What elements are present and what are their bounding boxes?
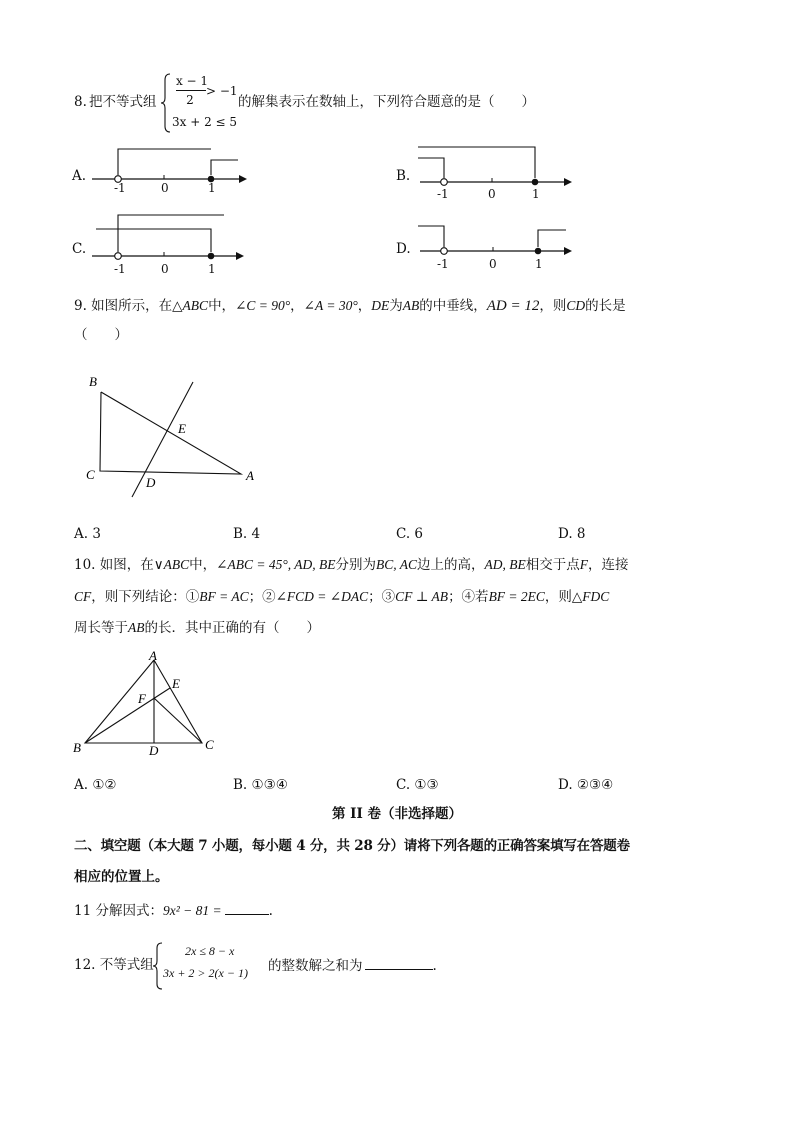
q9-label-e: E xyxy=(178,421,186,436)
q10-stem-line3: 周长等于AB的长．其中正确的有（ ） xyxy=(74,620,320,636)
q8-c-tick-0: 0 xyxy=(161,262,169,276)
q8-option-a-label: A. xyxy=(72,168,87,184)
section-header-line1: 二、填空题（本大题 7 小题，每小题 4 分，共 28 分）请将下列各题的正确答案填写在答题卷 xyxy=(74,838,630,854)
q9-choice-b: B. 4 xyxy=(233,526,261,542)
q9-choice-c: C. 6 xyxy=(396,526,424,542)
q10-choice-c: C. ①③ xyxy=(396,777,439,793)
q9-label-d: D xyxy=(146,475,156,490)
q8-ineq1-rhs: > −1 xyxy=(206,84,238,98)
q10-figure xyxy=(68,645,228,760)
q8-b-tick-1: 1 xyxy=(532,187,540,201)
q8-b-tick-0: 0 xyxy=(488,187,496,201)
q8-ineq1-den: 2 xyxy=(186,93,194,107)
q10-choice-a: A. ①② xyxy=(74,777,117,793)
q10-label-a: A xyxy=(149,648,157,663)
q8-brace xyxy=(160,72,172,134)
q12-answer-blank[interactable] xyxy=(365,956,433,970)
q9-choice-a: A. 3 xyxy=(74,526,101,542)
q11-answer-blank[interactable] xyxy=(225,901,269,915)
q9-stem-line1: 9. 如图所示，在△ABC中，∠C = 90°，∠A = 30°，DE为AB的中垂线，AD = 12，则CD的长是 xyxy=(74,298,626,314)
q10-label-c: C xyxy=(205,737,214,752)
q10-choice-d: D. ②③④ xyxy=(558,777,614,793)
q12-pre: 12. 不等式组 xyxy=(74,957,154,973)
q8-b-tick-m1: -1 xyxy=(437,187,449,201)
q8-d-tick-1: 1 xyxy=(535,257,543,271)
q9-choice-d: D. 8 xyxy=(558,526,586,542)
q9-figure xyxy=(80,370,270,505)
q8-option-c-numberline xyxy=(90,210,250,264)
q8-d-tick-m1: -1 xyxy=(437,257,449,271)
section-header-line2: 相应的位置上。 xyxy=(74,869,169,885)
q11-line: 11 分解因式：9x² − 81 = . xyxy=(74,903,273,919)
q8-option-b-numberline xyxy=(414,140,579,192)
q8-a-tick-1: 1 xyxy=(208,181,216,195)
q12-ineq2: 3x + 2 > 2(x − 1) xyxy=(163,966,248,980)
q8-a-tick-0: 0 xyxy=(161,181,169,195)
q10-stem-line2: CF，则下列结论：①BF = AC；②∠FCD = ∠DAC；③CF ⊥ AB；④若BF = 2EC，则△FDC xyxy=(74,589,610,605)
q9-label-b: B xyxy=(89,374,97,389)
q10-label-f: F xyxy=(138,691,146,706)
q12-ineq1: 2x ≤ 8 − x xyxy=(185,944,235,958)
q8-ineq1-num: x − 1 xyxy=(175,74,209,88)
section-title: 第 II 卷（非选择题） xyxy=(331,806,463,822)
q12-post: 的整数解之和为 . xyxy=(268,958,437,974)
q8-c-tick-1: 1 xyxy=(208,262,216,276)
q9-label-c: C xyxy=(86,467,95,482)
q9-stem-line2: （ ） xyxy=(74,327,128,343)
q10-label-b: B xyxy=(73,740,81,755)
q10-label-e: E xyxy=(172,676,180,691)
q10-stem-line1: 10. 如图，在∨ABC中，∠ABC = 45°, AD, BE分别为BC, AC边上的高，AD, BE相交于点F，连接 xyxy=(74,557,629,573)
q8-text-post: 的解集表示在数轴上，下列符合题意的是（ ） xyxy=(238,94,535,110)
q8-ineq2: 3x + 2 ≤ 5 xyxy=(172,115,238,129)
q9-label-a: A xyxy=(246,468,254,483)
q8-fraction-bar xyxy=(176,90,206,91)
q8-option-c-label: C. xyxy=(72,241,87,257)
q8-c-tick-m1: -1 xyxy=(114,262,126,276)
q8-number: 8. xyxy=(74,94,87,110)
q8-option-d-label: D. xyxy=(396,241,411,257)
q8-d-tick-0: 0 xyxy=(489,257,497,271)
q8-option-b-label: B. xyxy=(396,168,411,184)
q8-text-pre: 把不等式组 xyxy=(89,94,157,110)
q10-label-d: D xyxy=(149,743,159,758)
q8-a-tick-m1: -1 xyxy=(114,181,126,195)
q10-choice-b: B. ①③④ xyxy=(233,777,288,793)
